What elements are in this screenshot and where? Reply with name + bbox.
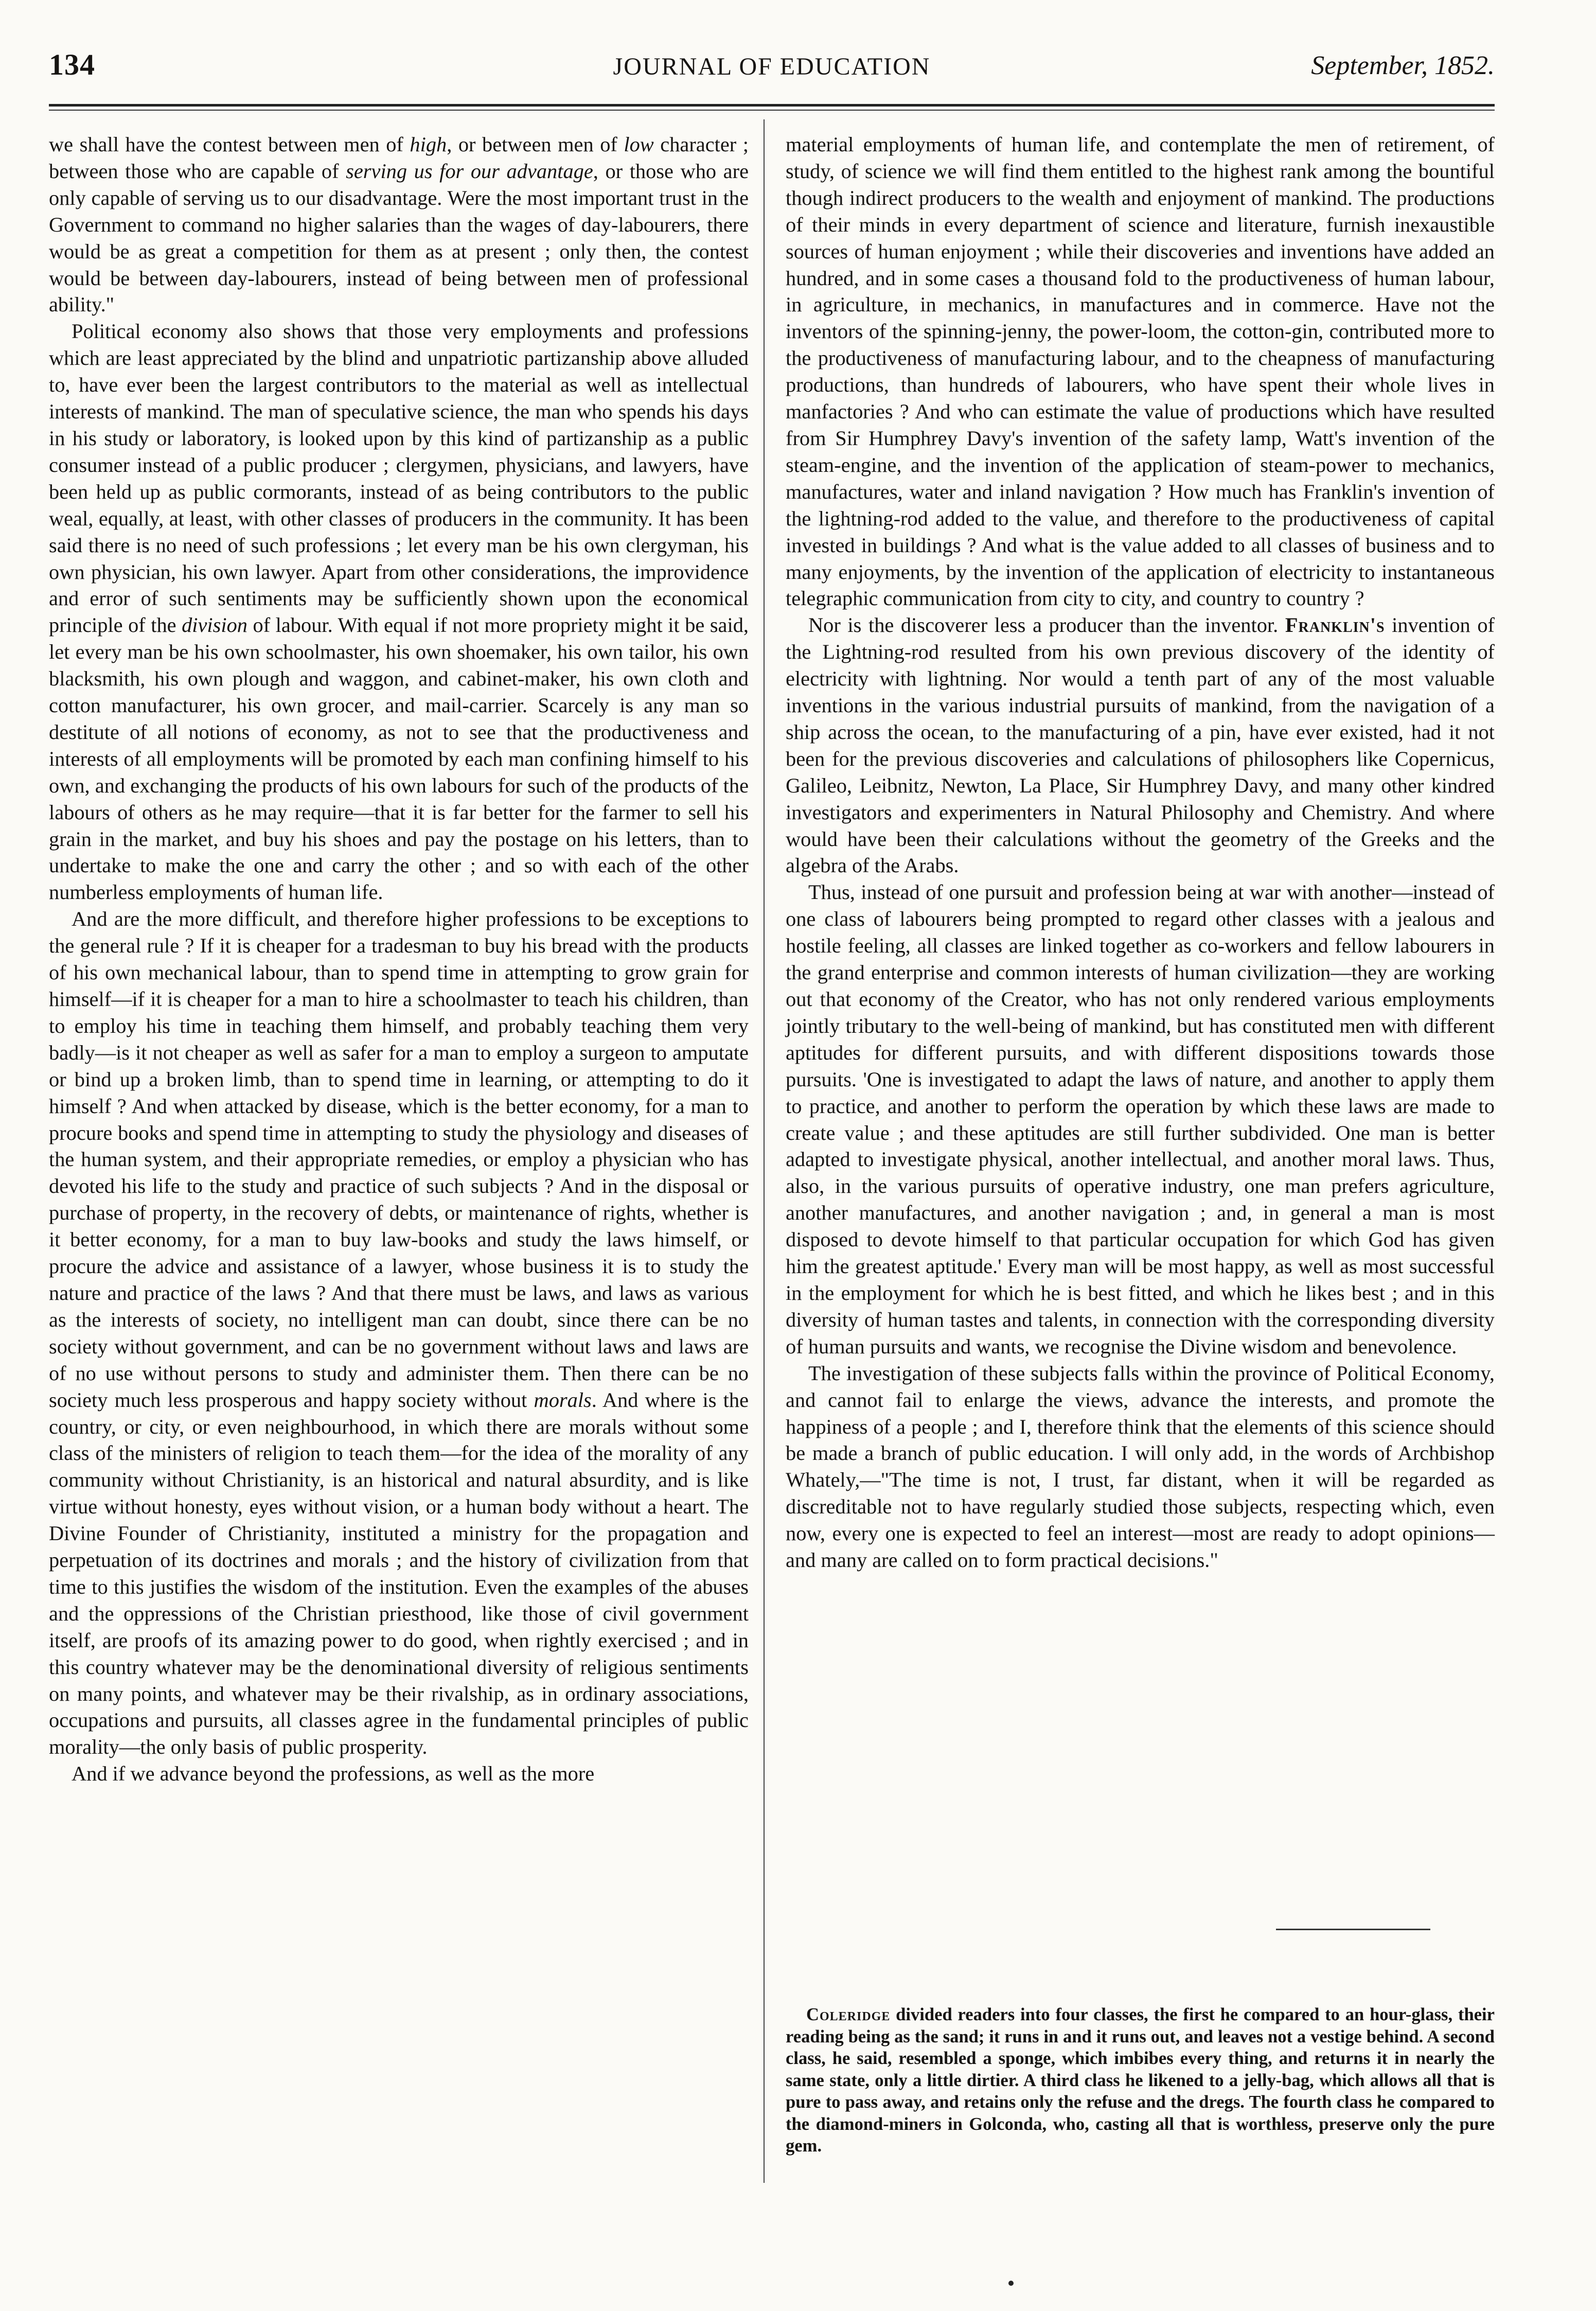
paragraph: The investigation of these subjects falls within the province of Political Economy, and cannot fail to enlarge the views, advance the interests, and promote the happiness of a people ; and I, therefore think that the elements of this science should be made a branch of public education. I will only add, in the words of Archbishop Whately,—"The time is not, I trust, far distant, when it will be regarded as discreditable not to have regularly studied those subjects, respecting which, even now, every one is expected to feel an interest—most are ready to adopt opinions—and many are called on to form practical decisions." [786,1361,1495,1572]
footnote-rule [1276,1929,1430,1930]
footnote [786,2004,1495,2157]
paragraph: material employments of human life, and contemplate the men of retirement, of study, of science we will find them entitled to the highest rank among the bountiful though indirect producers to the wealth and enjoyment of mankind. The productions of their minds in every department of science and literature, furnish inexaustible sources of human enjoyment ; while their discoveries and inventions have added an hundred, and in some cases a thousand fold to the productiveness of human labour, in agriculture, in mechanics, in manufactures and in commerce. Have not the inventors of the spinning-jenny, the power-loom, the cotton-gin, contributed more to the productiveness of manufacturing labour, and to the cheapness of manufacturing productions, than hundreds of labourers, who have spent their whole lives in manfactories ? And who can estimate the value of productions which have resulted from Sir Humphrey Davy's invention of the safety lamp, Watt's invention of the steam-engine, and the invention of the application of steam-power to mechanics, manufactures, water and inland navigation ? How much has Franklin's invention of the lightning-rod added to the value, and therefore to the productiveness of capital invested in buildings ? And what is the value added to all classes of business and to many enjoyments, by the invention of the application of electricity to instantaneous telegraphic communication from city to city, and country to country ? [786,133,1495,610]
header-rule-thin [49,110,1495,111]
header-rule-thick [49,104,1495,107]
paragraph: Political economy also shows that those very employments and professions which are least appreciated by the blind and unpatriotic partizanship above alluded to, have ever been the largest contributors to the material as well as intellectual interests of mankind. The man of speculative science, the man who spends his days in his study or laboratory, is looked upon by this kind of partizanship as a public consumer instead of a public producer ; clergymen, physicians, and lawyers, have been held up as public cormorants, instead of as being contributors to the public weal, equally, at least, with other classes of producers in the community. It has been said there is no need of such professions ; let every man be his own clergyman, his own physician, his own lawyer. Apart from other considerations, the improvidence and error of such sentiments may be sufficiently shown upon the economical principle of the division of labour. With equal if not more propriety might it be said, let every man be his own schoolmaster, his own shoemaker, his own tailor, his own blacksmith, his own plough and waggon, and cabinet-maker, his own cloth and cotton manufacturer, his own grocer, and mail-carrier. Scarcely is any man so destitute of all notions of economy, as not to see that the productiveness and interests of all employments will be promoted by each man confining himself to his own, and exchanging the products of his own labours for such of the products of the labours of others as he may require—that it is far better for the farmer to sell his grain in the market, and buy his shoes and pay the postage on his letters, than to undertake to make the one and carry the other ; and so with each of the other numberless employments of human life. [49,320,749,904]
column-divider [764,119,765,2183]
issue-date [1311,50,1495,81]
footnote-text: Coleridge divided readers into four classes, the first he compared to an hour-glass, their reading being as the sand; it runs in and it runs out, and leaves not a vestige behind. A second class, he said, resembled a sponge, which imbibes every thing, and returns it in nearly the same state, only a little dirtier. A third class he likened to a jelly-bag, which allows all that is pure to pass away, and retains only the refuse and the dregs. The fourth class he compared to the diamond-miners in Golconda, who, casting all that is worthless, preserve only the pure gem. [786,2005,1495,2156]
right-column [786,131,1495,1574]
issue-date-text: September, 1852. [1311,51,1495,80]
paragraph: we shall have the contest between men of high, or between men of low character ; between those who are capable of serving us for our advantage, or those who are only capable of serving us to our disadvantage. Were the most important trust in the Government to command no higher salaries than the wages of day-labourers, there would be as great a competition for them as at present ; only then, the contest would be between day-labourers, instead of being between men of professional ability." [49,133,749,316]
paragraph: Thus, instead of one pursuit and profession being at war with another—instead of one class of labourers being prompted to regard other classes with a jealous and hostile feeling, all classes are linked together as co-workers and fellow labourers in the grand enterprise and common interests of human civilization—they are working out that economy of the Creator, who has not only rendered various employments jointly tributary to the well-being of mankind, but has constituted men with different aptitudes for different pursuits, and with different dispositions towards those pursuits. 'One is investigated to adapt the laws of nature, and another to apply them to practice, and another to perform the operation by which these laws are made to create value ; and these aptitudes are still further subdivided. One man is better adapted to investigate physical, another intellectual, and another moral laws. Thus, also, in the various pursuits of operative industry, one man prefers agriculture, another manufactures, and another navigation ; and, in general a man is most disposed to devote himself to that particular occupation for which God has given him the greatest aptitude.' Every man will be most happy, as well as most successful in the employment for which he is best fitted, and which he likes best ; and in this diversity of human tastes and talents, in connection with the corresponding diversity of human pursuits and wants, we recognise the Divine wisdom and benevolence. [786,880,1495,1358]
page-number: 134 [49,48,95,81]
page-header [49,47,1495,94]
left-column [49,131,749,1787]
paragraph: Nor is the discoverer less a producer than the inventor. Franklin's invention of the Lightning-rod resulted from his own previous discovery of the identity of electricity with lightning. Nor would a tenth part of any of the most valuable inventions in the various industrial pursuits of mankind, from the navigation of a ship across the ocean, to the manufacturing of a pin, have ever existed, had it not been for the previous discoveries and calculations of philosophers like Copernicus, Galileo, Leibnitz, Newton, La Place, Sir Humphrey Davy, and many other kindred investigators and experimenters in Natural Philosophy and Chemistry. And where would have been their calculations without the geometry of the Greeks and the algebra of the Arabs. [786,613,1495,877]
print-speck-mark [1008,2281,1014,2286]
paragraph: And if we advance beyond the professions, as well as the more [72,1762,595,1786]
journal-title: JOURNAL OF EDUCATION [613,53,931,80]
paragraph: And are the more difficult, and therefore higher professions to be exceptions to the general rule ? If it is cheaper for a tradesman to buy his bread with the products of his own mechanical labour, than to spend time in attempting to grow grain for himself—if it is cheaper for a man to hire a schoolmaster to teach his children, than to employ his time in teaching them himself, and probably teaching them very badly—is it not cheaper as well as safer for a man to employ a surgeon to amputate or bind up a broken limb, than to spend time in learning, or attempting to do it himself ? And when attacked by disease, which is the better economy, for a man to procure books and spend time in attempting to study the physiology and diseases of the human system, and their appropriate remedies, or employ a physician who has devoted his life to the study and practice of such subjects ? And in the disposal or purchase of property, in the recovery of debts, or maintenance of rights, whether is it better economy, for a man to buy law-books and study the laws himself, or procure the advice and assistance of a lawyer, whose business it is to study the nature and practice of the laws ? And that there must be laws, and laws as various as the interests of society, no intelligent man can doubt, since there can be no society without government, and can be no government without laws and laws are of no use without persons to study and administer them. Then there can be no society much less prosperous and happy society without morals. And where is the country, or city, or even neighbourhood, in which there are morals without some class of the ministers of religion to teach them—for the idea of the morality of any community without Christianity, is an historical and natural absurdity, and is like virtue without honesty, eyes without vision, or a human body without a heart. The Divine Founder of Christianity, instituted a ministry for the propagation and perpetuation of its doctrines and morals ; and the history of civilization from that time to this justifies the wisdom of the institution. Even the examples of the abuses and the oppressions of the Christian priesthood, like those of civil government itself, are proofs of its amazing power to do good, when rightly exercised ; and in this country whatever may be the denominational diversity of religious sentiments on many points, and whatever may be their rivalship, as in ordinary associations, occupations and pursuits, all classes agree in the fundamental principles of public morality—the only basis of public prosperity. [49,907,749,1759]
